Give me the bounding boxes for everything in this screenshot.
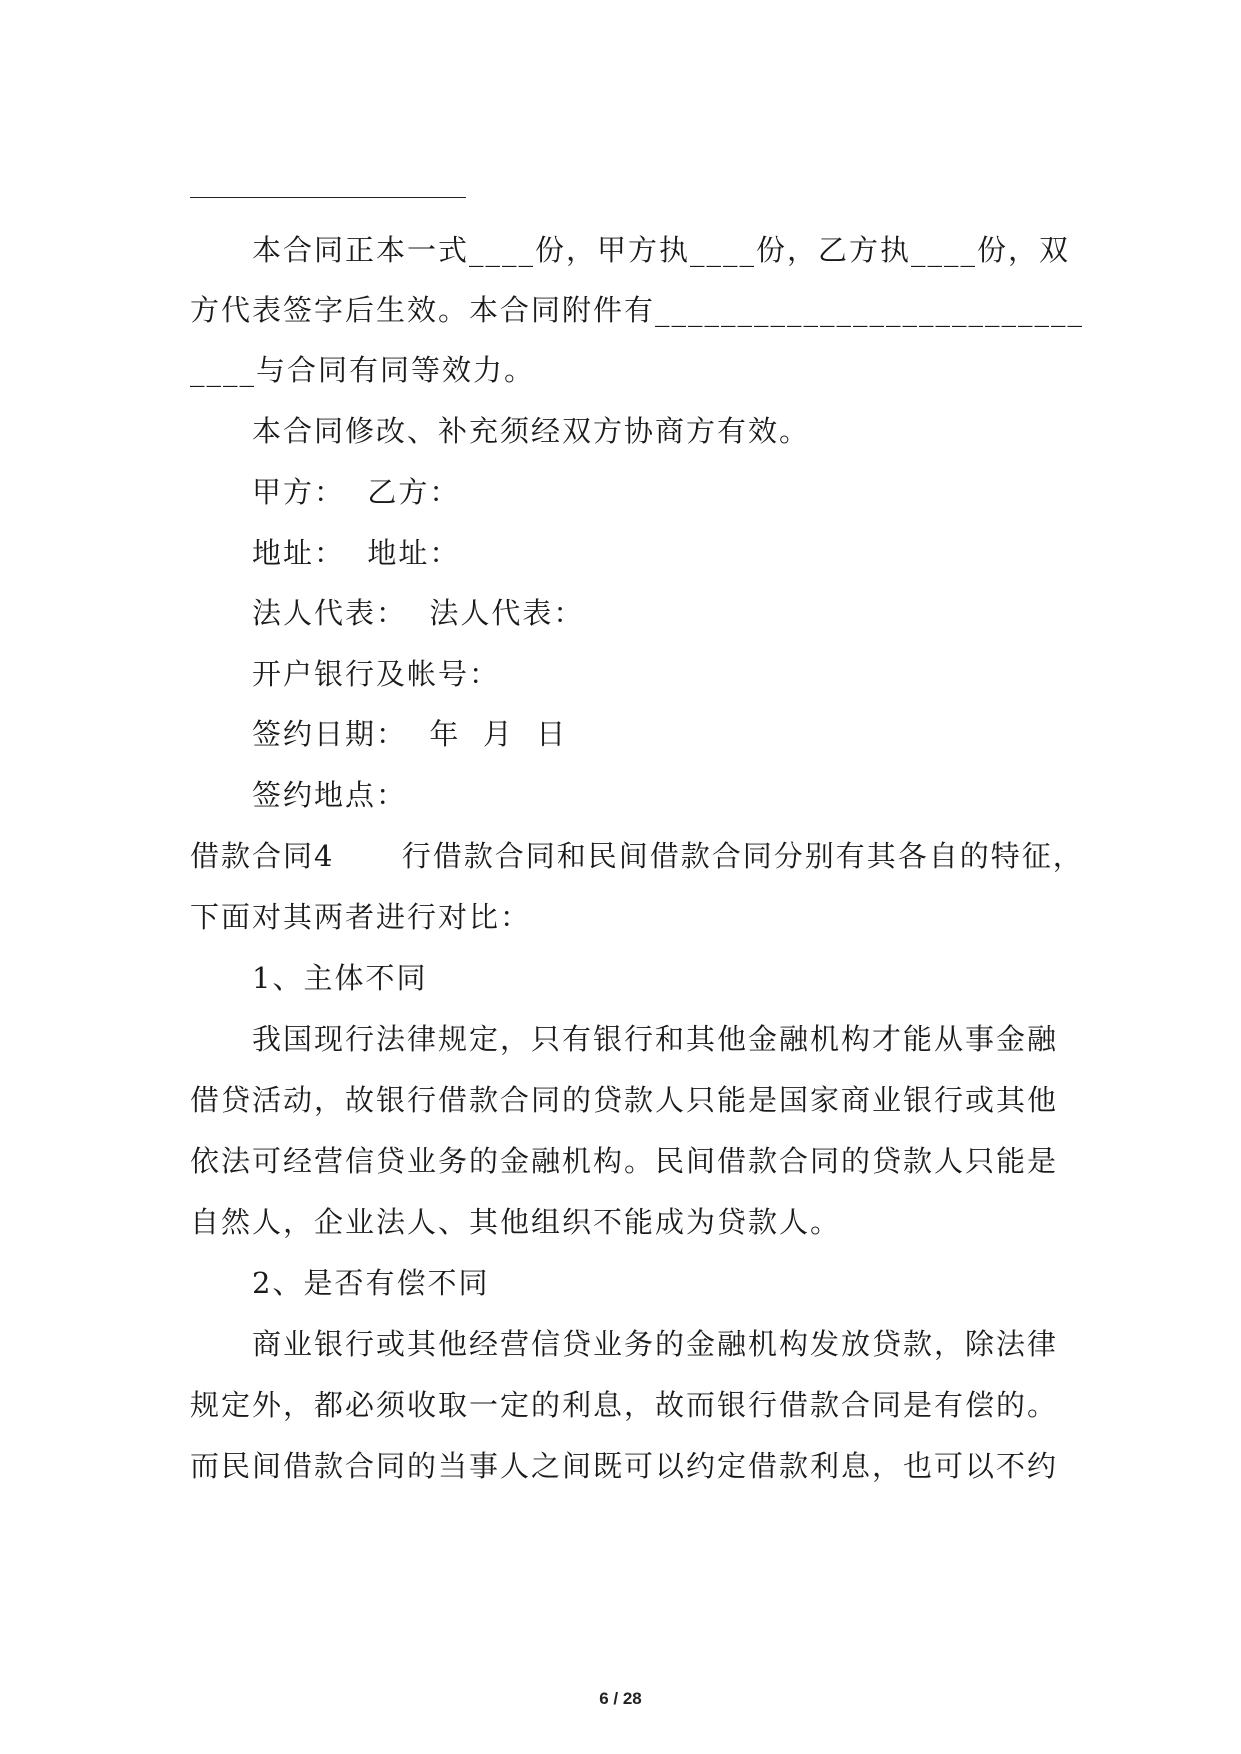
paragraph-compensation: 商业银行或其他经营信贷业务的金融机构发放贷款，除法律 xyxy=(252,1327,1059,1361)
paragraph-subject-cont-3: 自然人，企业法人、其他组织不能成为贷款人。 xyxy=(190,1205,842,1239)
paragraph-subject-cont-2: 依法可经营信贷业务的金融机构。民间借款合同的贷款人只能是 xyxy=(190,1144,1059,1178)
paragraph-compensation-cont-2: 而民间借款合同的当事人之间既可以约定借款利息，也可以不约 xyxy=(190,1449,1059,1483)
paragraph-compensation-cont-1: 规定外，都必须收取一定的利息，故而银行借款合同是有偿的。 xyxy=(190,1388,1059,1422)
sign-date-label: 签约日期： 年 月 日 xyxy=(252,717,568,751)
signature-underline xyxy=(190,197,466,198)
section-heading-loan-contract-4: 借款合同4 行借款合同和民间借款合同分别有其各自的特征， xyxy=(190,839,1084,873)
paragraph-comparison-intro: 下面对其两者进行对比： xyxy=(190,900,532,934)
subheading-subject: 1、主体不同 xyxy=(252,961,428,995)
paragraph-amendment: 本合同修改、补充须经双方协商方有效。 xyxy=(252,414,811,448)
address-label: 地址： 地址： xyxy=(252,536,461,570)
paragraph-copies-cont: 方代表签字后生效。本合同附件有__________________________ xyxy=(190,293,1085,327)
party-label: 甲方： 乙方： xyxy=(252,475,461,509)
paragraph-copies: 本合同正本一式____份，甲方执____份，乙方执____份，双 xyxy=(252,233,1071,267)
subheading-compensation: 2、是否有偿不同 xyxy=(252,1266,490,1300)
paragraph-copies-end: ____与合同有同等效力。 xyxy=(190,353,536,387)
paragraph-subject: 我国现行法律规定，只有银行和其他金融机构才能从事金融 xyxy=(252,1022,1059,1056)
sign-place-label: 签约地点： xyxy=(252,778,408,812)
page-number: 6 / 28 xyxy=(599,1689,642,1708)
legal-rep-label: 法人代表： 法人代表： xyxy=(252,596,585,630)
bank-account-label: 开户银行及帐号： xyxy=(252,657,501,691)
paragraph-subject-cont-1: 借贷活动，故银行借款合同的贷款人只能是国家商业银行或其他 xyxy=(190,1083,1059,1117)
